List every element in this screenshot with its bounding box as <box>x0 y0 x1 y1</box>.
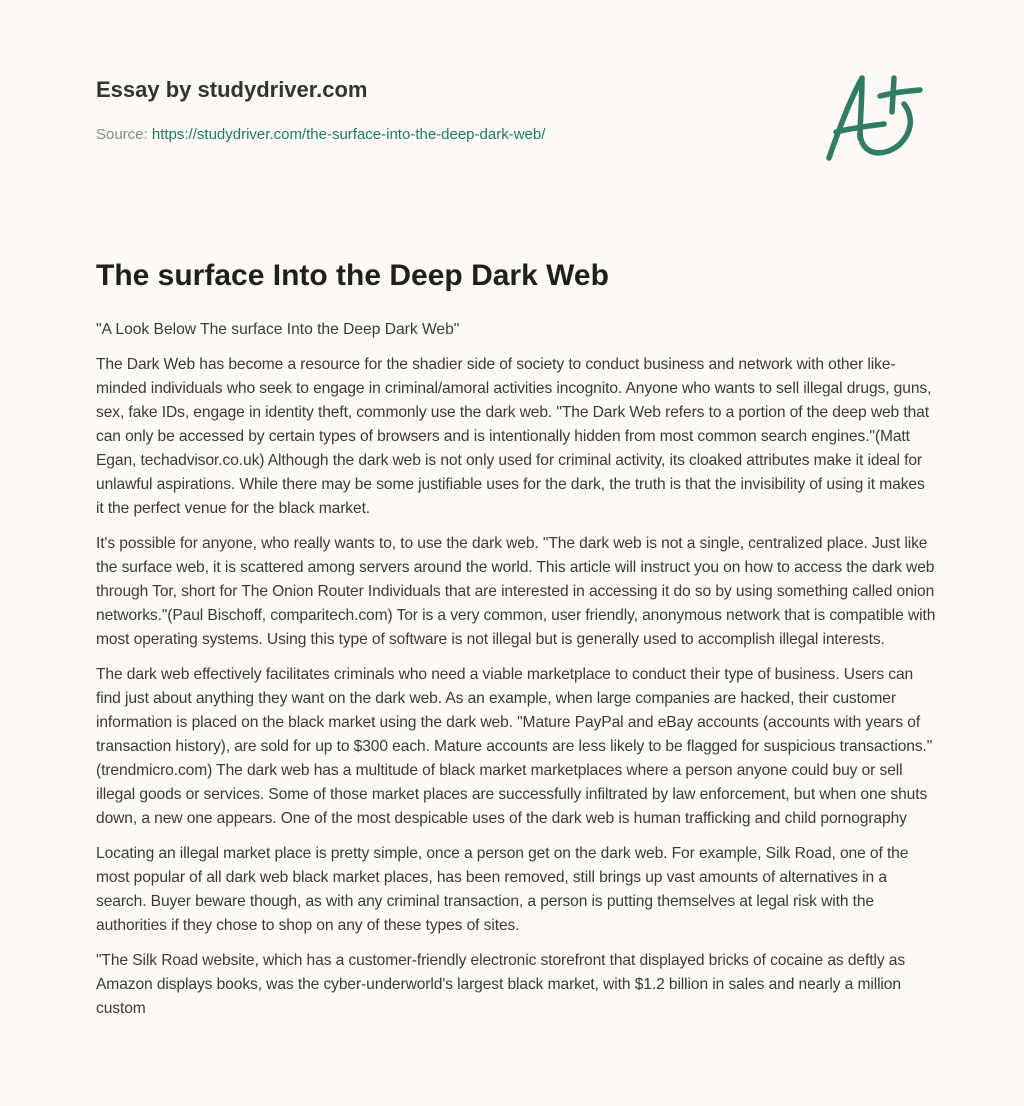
essay-title: The surface Into the Deep Dark Web <box>96 259 609 292</box>
essay-content <box>96 256 936 1021</box>
essay-paragraph: The dark web effectively facilitates criminals who need a viable marketplace to conduct their type of business. Users can find just about anything they want on the dark web. As an example, when large companies are hacked, their customer information is placed on the black market using the dark web. "Mature PayPal and eBay accounts (accounts with years of transaction history), are sold for up to $300 each. Mature accounts are less likely to be flagged for suspicious transactions."(trendmicro.com) The dark web has a multitude of black market marketplaces where a person anyone could buy or sell illegal goods or services. Some of those market places are successfully infiltrated by law enforcement, but when one shuts down, a new one appears. One of the most despicable uses of the dark web is human trafficking and child pornography <box>96 666 933 827</box>
essay-paragraph: It's possible for anyone, who really wants to, to use the dark web. "The dark web is not a single, centralized place. Just like the surface web, it is scattered among servers around the world. This article will instruct you on how to access the dark web through Tor, short for The Onion Router Individuals that are interested in accessing it do so by using something called onion networks."(Paul Bischoff, comparitech.com) Tor is a very common, user friendly, anonymous network that is compatible with most operating systems. Using this type of software is not illegal but is generally used to accomplish illegal interests. <box>96 535 936 648</box>
source-link[interactable]: https://studydriver.com/the-surface-into-the-deep-dark-web/ <box>151 126 546 143</box>
essay-paragraph: "The Silk Road website, which has a customer-friendly electronic storefront that displayed bricks of cocaine as deftly as Amazon displays books, was the cyber-underworld's largest black market, with $1.2 billion in sales and nearly a million custom <box>96 952 906 1017</box>
page-header <box>96 76 796 145</box>
source-label: Source: <box>96 126 152 143</box>
a-plus-grade-icon <box>822 66 932 166</box>
essay-subtitle: "A Look Below The surface Into the Deep Dark Web" <box>96 321 460 338</box>
source-line <box>96 125 796 145</box>
site-title: Essay by studydriver.com <box>96 77 368 102</box>
essay-paragraph: Locating an illegal market place is pretty simple, once a person get on the dark web. For example, Silk Road, one of the most popular of all dark web black market places, has been removed, still brings up vast amounts of alternatives in a search. Buyer beware though, as with any criminal transaction, a person is putting themselves at legal risk with the authorities if they chose to shop on any of these types of sites. <box>96 845 909 934</box>
essay-paragraph: The Dark Web has become a resource for the shadier side of society to conduct business and network with other like-minded individuals who seek to engage in criminal/amoral activities incognito. Anyone who wants to sell illegal drugs, guns, sex, fake IDs, engage in identity theft, commonly use the dark web. "The Dark Web refers to a portion of the deep web that can only be accessed by certain types of browsers and is intentionally hidden from most common search engines."(Matt Egan, techadvisor.co.uk) Although the dark web is not only used for criminal activity, its cloaked attributes make it ideal for unlawful aspirations. While there may be some justifiable uses for the dark, the truth is that the invisibility of using it makes it the perfect venue for the black market. <box>96 356 932 517</box>
